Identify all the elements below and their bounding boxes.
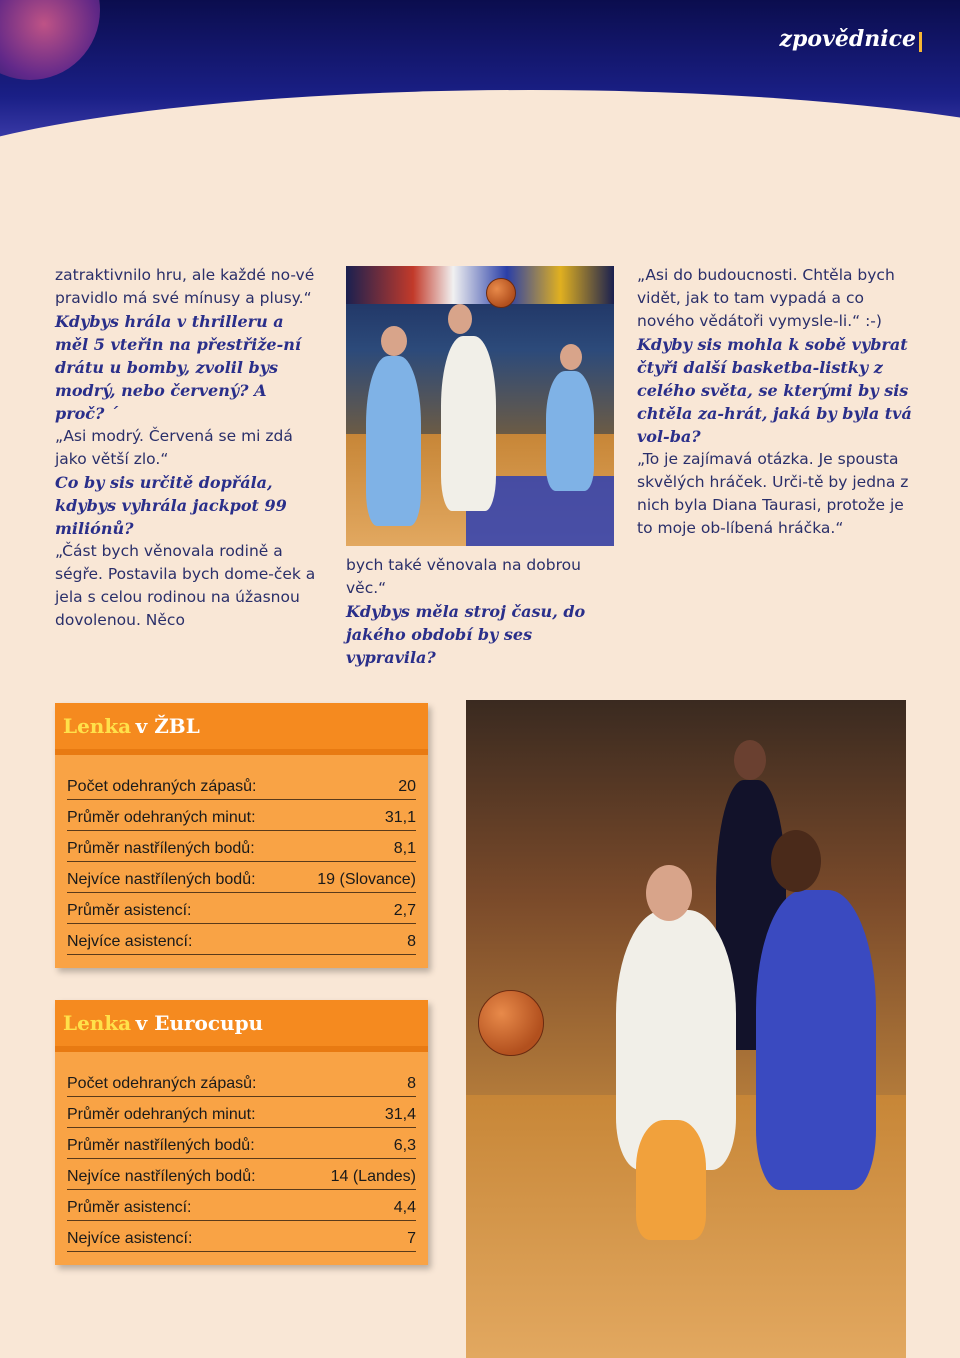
stat-value: 6,3 [393,1137,416,1154]
question: Co by sis určitě dopřála, kdybys vyhrála jackpot 99 miliónů? [55,473,287,538]
stats-title-rest: v ŽBL [135,714,200,738]
basketball [486,278,516,308]
flags-banner [346,266,614,304]
stat-label: Průměr nastřílených bodů: [67,840,255,857]
stat-label: Nejvíce nastřílených bodů: [67,871,256,888]
stat-label: Průměr asistencí: [67,1199,192,1216]
stats-box-header [55,703,428,755]
stat-value: 19 (Slovance) [317,871,416,888]
photo-dribble [466,700,906,1358]
section-title: zpovědnice [779,26,916,52]
stats-row [67,862,416,893]
question: Kdybys měla stroj času, do jakého období by ses vypravila? [346,602,586,667]
stats-row [67,924,416,955]
stat-label: Průměr odehraných minut: [67,809,256,826]
stat-value: 8 [407,1075,416,1092]
stats-title-rest: v Eurocupu [135,1011,264,1035]
question: Kdybys hrála v thrilleru a měl 5 vteřin na přestřiže-ní drátu u bomby, zvolil bys modrý, nebo červený? A proč? ´ [55,312,301,423]
basketball-graphic [0,0,100,80]
basketball [478,990,544,1056]
answer: bych také věnovala na dobrou věc.“ [346,556,581,597]
stats-box-zbl [55,703,428,968]
player-head [646,865,692,921]
player-shorts [636,1120,706,1240]
stat-value: 31,4 [384,1106,416,1123]
stat-value: 31,1 [384,809,416,826]
stats-row [67,800,416,831]
stats-row [67,893,416,924]
player-blue-defender [756,890,876,1190]
stat-label: Nejvíce nastřílených bodů: [67,1168,256,1185]
stat-value: 20 [398,778,416,795]
photo-layup [346,266,614,546]
player-white [441,336,496,511]
player-head [381,326,407,356]
answer: „Asi modrý. Červená se mi zdá jako větší zlo.“ [55,427,293,468]
answer: „To je zajímavá otázka. Je spousta skvělých hráček. Urči-tě by jedna z nich byla Diana Taurasi, protože je to moje ob-líbená hráčka.“ [637,450,909,537]
stats-row [67,1128,416,1159]
text-column-1 [55,264,320,632]
stats-row [67,1066,416,1097]
stats-row [67,769,416,800]
player-head [560,344,582,370]
answer: „Asi do budoucnosti. Chtěla bych vidět, jak to tam vypadá a co nového vědátoři vymysle-li.“ :-) [637,266,895,330]
player-head [448,304,472,334]
stats-row [67,831,416,862]
header-arc [0,90,960,215]
stat-label: Nejvíce asistencí: [67,1230,193,1247]
player-head [771,830,821,892]
stats-row [67,1159,416,1190]
stat-label: Průměr asistencí: [67,902,192,919]
paragraph: zatraktivnilo hru, ale každé no-vé pravidlo má své mínusy a plusy.“ [55,266,315,307]
stat-label: Počet odehraných zápasů: [67,778,257,795]
stats-row [67,1190,416,1221]
answer: „Část bych věnovala rodině a ségře. Postavila bych dome-ček a jela s celou rodinou na úžasnou dovolenou. Něco [55,542,316,629]
referee-head [734,740,766,780]
stats-box-header [55,1000,428,1052]
stat-value: 2,7 [393,902,416,919]
stats-title-name: Lenka [63,714,132,738]
stats-row [67,1097,416,1128]
stat-label: Počet odehraných zápasů: [67,1075,257,1092]
stat-label: Průměr nastřílených bodů: [67,1137,255,1154]
player-blue [546,371,594,491]
stats-title-name: Lenka [63,1011,132,1035]
stat-value: 4,4 [393,1199,416,1216]
question: Kdyby sis mohla k sobě vybrat čtyři další basketba-listky z celého světa, se kterými by sis chtěla za-hrát, jaká by byla tvá vol-ba? [637,335,912,446]
stat-value: 7 [407,1230,416,1247]
stat-label: Průměr odehraných minut: [67,1106,256,1123]
stats-box-eurocup [55,1000,428,1265]
player-blue [366,356,421,526]
stats-row [67,1221,416,1252]
stat-value: 8,1 [393,840,416,857]
stat-value: 8 [407,933,416,950]
stat-label: Nejvíce asistencí: [67,933,193,950]
stat-value: 14 (Landes) [330,1168,416,1185]
text-column-2 [346,554,616,669]
section-title-bar [919,32,922,52]
text-column-3 [637,264,912,540]
